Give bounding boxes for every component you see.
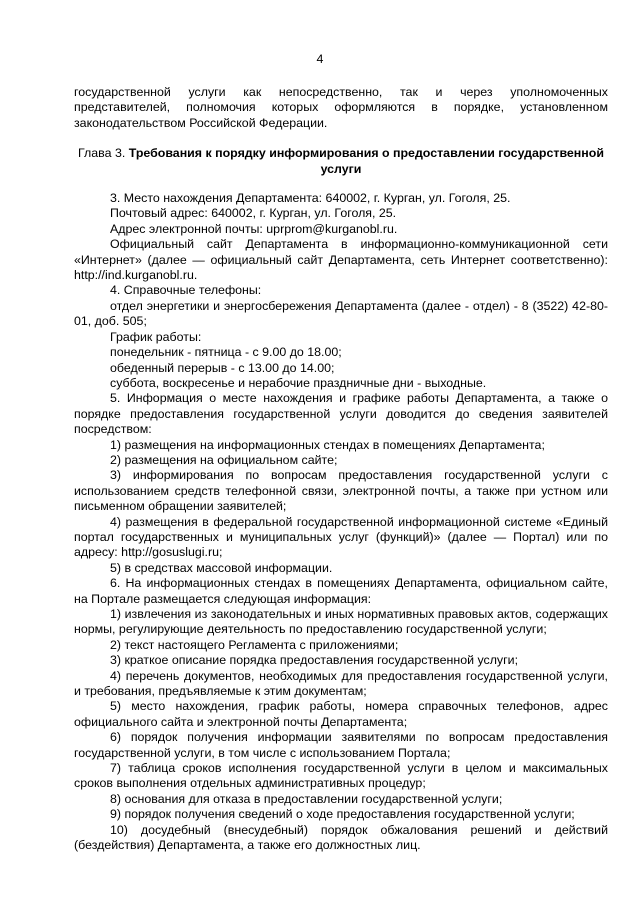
chapter-prefix: Глава 3.: [78, 146, 126, 161]
list-item: 9) порядок получения сведений о ходе предоставления государственной услуги;: [110, 807, 575, 822]
paragraph: 3. Место нахождения Департамента: 640002, г. Курган, ул. Гоголя, 25.: [110, 191, 511, 206]
paragraph: 5. Информация о месте нахождения и графике работы Департамента, а также о порядке предоставления государственной услуги доводится до сведения заявителей посредством:: [74, 391, 608, 437]
page-number: 4: [316, 52, 324, 66]
paragraph: 4. Справочные телефоны:: [110, 283, 262, 298]
paragraph: Почтовый адрес: 640002, г. Курган, ул. Гоголя, 25.: [110, 206, 397, 221]
list-item: 3) краткое описание порядка предоставления государственной услуги;: [110, 653, 519, 668]
intro-paragraph: государственной услуги как непосредственно, так и через уполномоченных представителей, полномочия которых оформляются в порядке, установленном законодательством Российской Федерации.: [74, 85, 608, 130]
list-item: 4) перечень документов, необходимых для предоставления государственной услуги, и требования, предъявляемые к этим документам;: [74, 668, 608, 699]
list-item: 7) таблица сроков исполнения государственной услуги в целом и максимальных сроков выполнения отдельных административных процедур;: [74, 761, 608, 791]
paragraph: 6. На информационных стендах в помещениях Департамента, официальном сайте, на Портале размещается следующая информация:: [74, 576, 608, 606]
list-item: 1) размещения на информационных стендах в помещениях Департамента;: [110, 437, 545, 452]
paragraph: понедельник - пятница - с 9.00 до 18.00;: [110, 345, 342, 360]
list-item: 8) основания для отказа в предоставлении государственной услуги;: [110, 791, 503, 806]
paragraph: Адрес электронной почты: uprprom@kurganobl.ru.: [110, 221, 398, 236]
list-item: 2) размещения на официальном сайте;: [110, 452, 338, 467]
paragraph: График работы:: [110, 329, 202, 344]
list-item: 3) информирования по вопросам предоставления государственной услуги с использованием средств телефонной связи, электронной почты, а также при устном или письменном обращении заявителей;: [74, 468, 608, 514]
list-item: 2) текст настоящего Регламента с приложениями;: [110, 637, 399, 652]
list-item: 4) размещения в федеральной государственной информационной системе «Единый портал государственных и муниципальных услуг (функций)» (далее — Портал) или по адресу: http://gosuslugi.ru;: [74, 514, 608, 560]
chapter-heading: [74, 146, 608, 177]
list-item: 5) в средствах массовой информации.: [110, 560, 333, 575]
paragraph: Официальный сайт Департамента в информационно-коммуникационной сети «Интернет» (далее — официальный сайт Департамента, сеть Интернет соответственно): http://ind.kurganobl.ru.: [74, 237, 608, 283]
document-body: [74, 85, 608, 854]
list-item: 5) место нахождения, график работы, номера справочных телефонов, адрес официального сайта и электронной почты Департамента;: [74, 699, 608, 729]
list-item: 10) досудебный (внесудебный) порядок обжалования решений и действий (бездействия) Департамента, а также его должностных лиц.: [74, 822, 608, 853]
list-item: 6) порядок получения информации заявителями по вопросам предоставления государственной услуги, в том числе с использованием Портала;: [74, 730, 608, 760]
list-item: 1) извлечения из законодательных и иных нормативных правовых актов, содержащих нормы, регулирующие деятельность по предоставлению государственной услуги;: [74, 607, 608, 637]
paragraph: суббота, воскресенье и нерабочие праздничные дни - выходные.: [110, 375, 487, 390]
chapter-title: Требования к порядку информирования о предоставлении государственной услуги: [128, 146, 604, 176]
paragraph: обеденный перерыв - с 13.00 до 14.00;: [110, 360, 335, 375]
paragraph: отдел энергетики и энергосбережения Департамента (далее - отдел) - 8 (3522) 42-80-01, доб. 505;: [74, 298, 608, 329]
